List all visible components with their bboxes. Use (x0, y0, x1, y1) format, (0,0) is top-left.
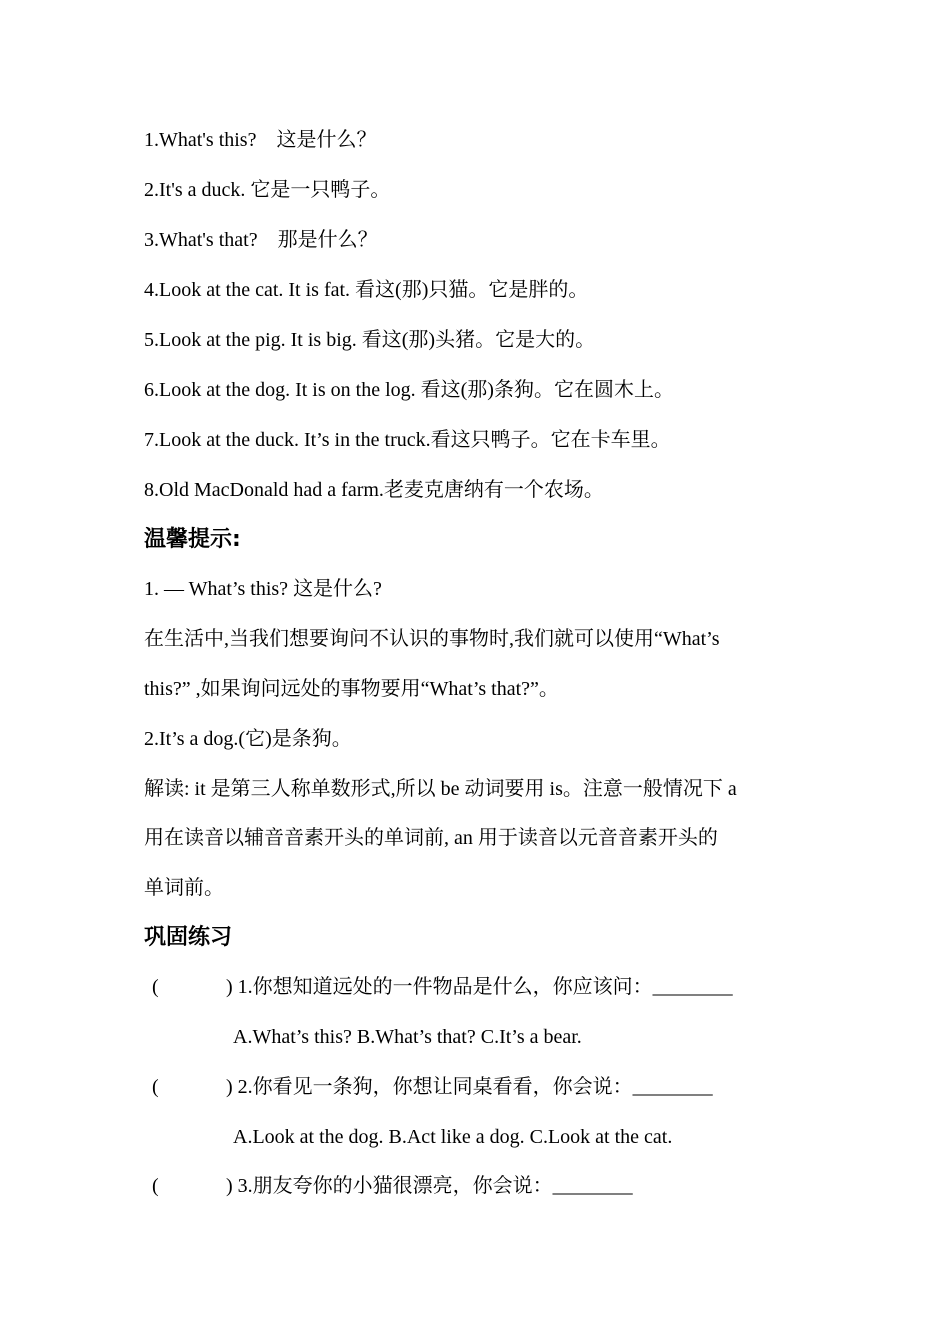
tip-1-title: 1. — What’s this? 这是什么? (144, 578, 382, 600)
sentence-6: 6.Look at the dog. It is on the log. 看这(那)条狗。它在圆木上。 (144, 379, 674, 401)
tip-1-body-line-2: this?” ,如果询问远处的事物要用“What’s that?”。 (144, 678, 559, 700)
answer-paren-left: ( (152, 976, 159, 998)
tip-1-body-line-1: 在生活中,当我们想要询问不认识的事物时,我们就可以使用“What’s (144, 628, 720, 650)
question-options: A.Look at the dog. B.Act like a dog. C.Look at the cat. (233, 1126, 673, 1148)
sentence-1: 1.What's this? 这是什么？ (144, 129, 377, 151)
sentence-5: 5.Look at the pig. It is big. 看这(那)头猪。它是大的。 (144, 329, 596, 351)
question-text: ) 3.朋友夸你的小猫很漂亮，你会说：________ (226, 1175, 633, 1197)
tip-2-body-line-2: 用在读音以辅音音素开头的单词前, an 用于读音以元音音素开头的 (144, 827, 718, 849)
exercise-heading: 巩固练习 (144, 925, 233, 950)
question-text: ) 1.你想知道远处的一件物品是什么，你应该问：________ (226, 976, 733, 998)
question-options: A.What’s this? B.What’s that? C.It’s a bear. (233, 1026, 582, 1048)
sentence-2: 2.It's a duck. 它是一只鸭子。 (144, 179, 391, 201)
question-text: ) 2.你看见一条狗，你想让同桌看看，你会说：________ (226, 1076, 713, 1098)
sentence-8: 8.Old MacDonald had a farm.老麦克唐纳有一个农场。 (144, 479, 604, 501)
sentence-4: 4.Look at the cat. It is fat. 看这(那)只猫。它是胖的。 (144, 279, 589, 301)
tip-2-body-line-1: 解读: it 是第三人称单数形式,所以 be 动词要用 is。注意一般情况下 a (144, 778, 737, 800)
tip-2-body-line-3: 单词前。 (144, 877, 224, 899)
answer-paren-left: ( (152, 1076, 159, 1098)
sentence-3: 3.What's that? 那是什么？ (144, 229, 378, 251)
sentence-7: 7.Look at the duck. It’s in the truck.看这只鸭子。它在卡车里。 (144, 429, 671, 451)
answer-paren-left: ( (152, 1175, 159, 1197)
tips-heading: 温馨提示: (144, 527, 241, 552)
tip-2-title: 2.It’s a dog.(它)是条狗。 (144, 728, 352, 750)
